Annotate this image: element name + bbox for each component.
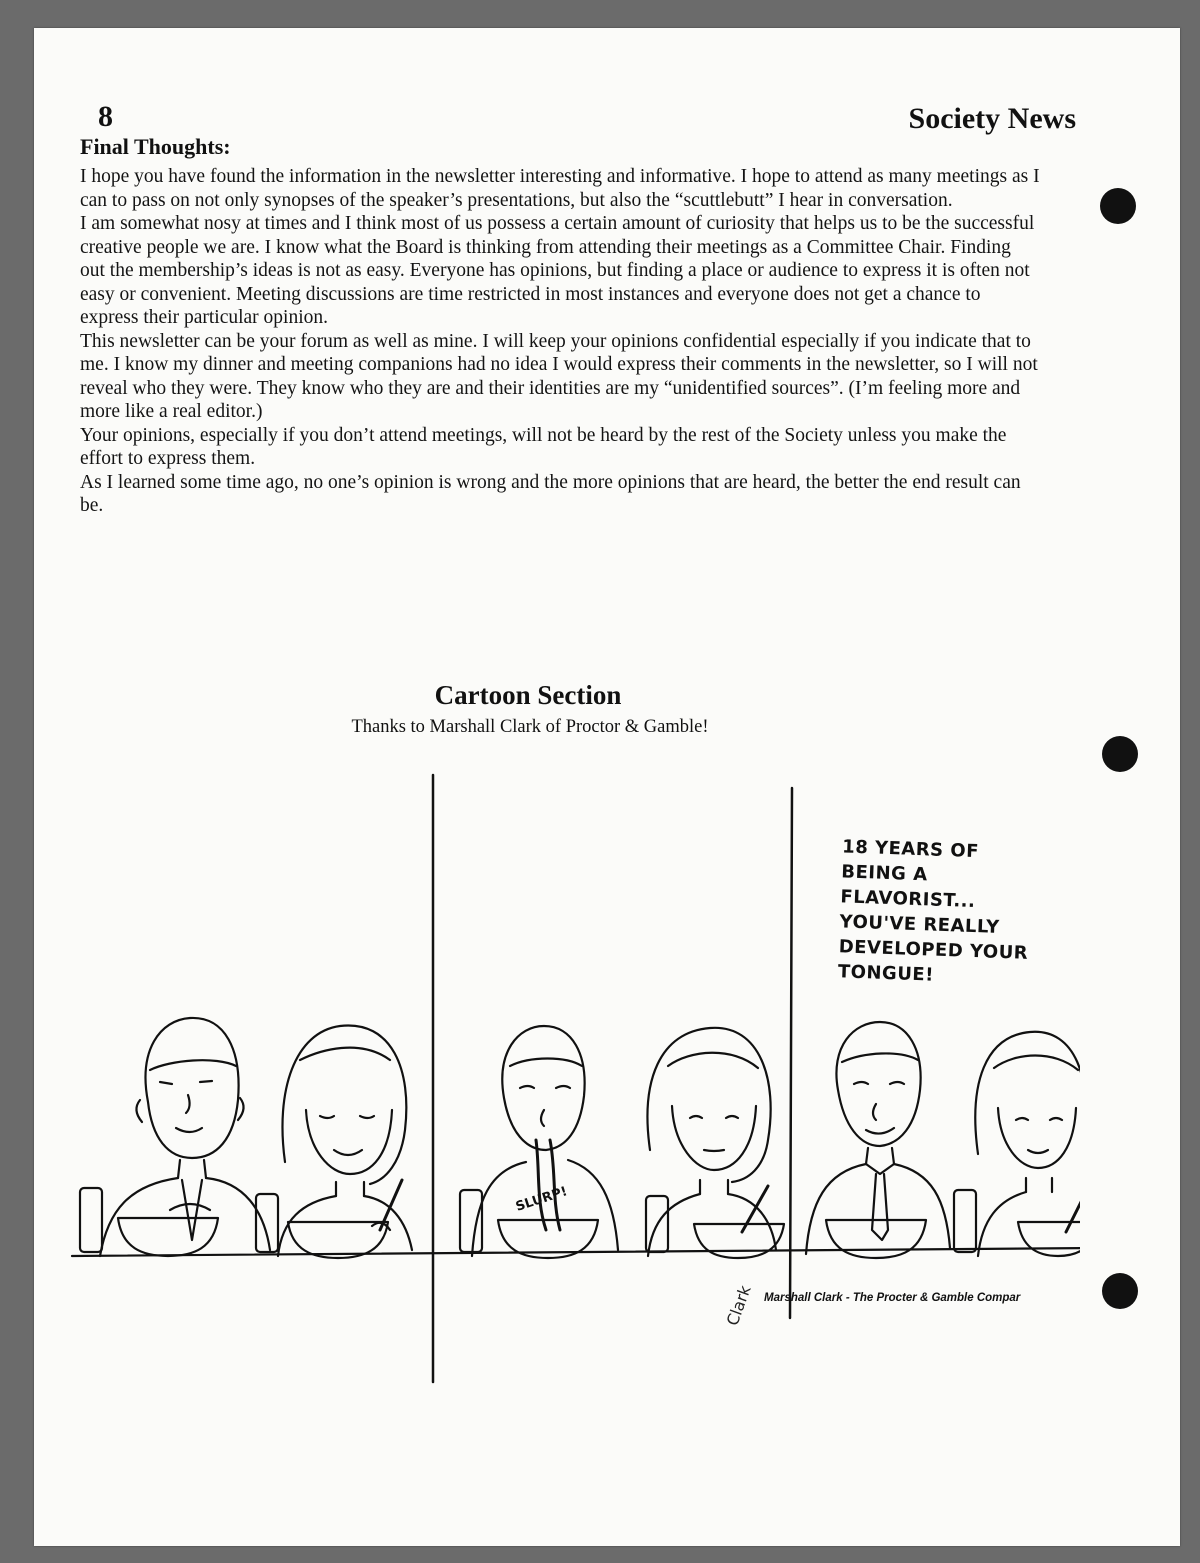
running-head: Society News	[908, 102, 1076, 135]
paragraph: I hope you have found the information in the newsletter interesting and informative. I hope to attend as many meetings as I can to pass on not only synopses of the speaker’s presentations, but also the “scuttlebutt” I hear in conversation.	[80, 166, 1040, 211]
man-figure	[472, 1026, 618, 1256]
cartoon-heading: Cartoon Section	[434, 680, 622, 710]
binder-hole	[1102, 1273, 1138, 1309]
bowl	[1018, 1222, 1080, 1256]
cartoon-credit-line: Thanks to Marshall Clark of Proctor & Gamble!	[351, 717, 709, 737]
speech-line: YOU'VE REALLY	[839, 911, 1000, 938]
bowl	[826, 1220, 926, 1258]
speech-line: TONGUE!	[837, 961, 935, 986]
cup	[80, 1188, 102, 1252]
binder-hole	[1102, 736, 1138, 772]
sound-effect: SLURP!	[513, 1184, 570, 1215]
panel-divider	[790, 788, 792, 1318]
page-number: 8	[98, 100, 113, 133]
woman-figure	[648, 1028, 777, 1256]
bowl	[118, 1218, 218, 1256]
speech-line: DEVELOPED YOUR	[838, 936, 1029, 964]
binder-hole	[1100, 188, 1136, 224]
cup	[256, 1194, 278, 1252]
speech-bubble-text	[837, 834, 1052, 991]
speech-line: 18 YEARS OF	[841, 836, 980, 863]
speech-line: BEING A FLAVORIST...	[840, 861, 976, 913]
cup	[460, 1190, 482, 1252]
man-figure	[100, 1018, 270, 1256]
artist-credit: Marshall Clark - The Procter & Gamble Compar	[764, 1292, 1021, 1304]
paragraph: As I learned some time ago, no one’s opinion is wrong and the more opinions that are heard, the better the end result can be.	[80, 471, 1021, 516]
paragraph: I am somewhat nosy at times and I think most of us possess a certain amount of curiosity that helps us to be the successful creative people we are. I know what the Board is thinking from attending their meetings as a Committee Chair. Finding out the membership’s ideas is not as easy. Everyone has opinions, but finding a place or audience to express it is often not easy or convenient. Meeting discussions are time restricted in most instances and everyone does not get a chance to express their particular opinion.	[80, 213, 1035, 328]
artist-signature: Clark	[722, 1282, 755, 1329]
section-title: Final Thoughts:	[80, 134, 231, 159]
cup	[954, 1190, 976, 1252]
article-body	[80, 165, 1040, 518]
paragraph: Your opinions, especially if you don’t attend meetings, will not be heard by the rest of the Society unless you make the effort to express them.	[80, 424, 1007, 469]
paragraph: This newsletter can be your forum as well as mine. I will keep your opinions confidential especially if you indicate that to me. I know my dinner and meeting companions had no idea I would express their comments in the newsletter, so I will not reveal who they were. They know who they are and their identities are my “unidentified sources”. (I’m feeling more and more like a real editor.)	[80, 330, 1038, 422]
